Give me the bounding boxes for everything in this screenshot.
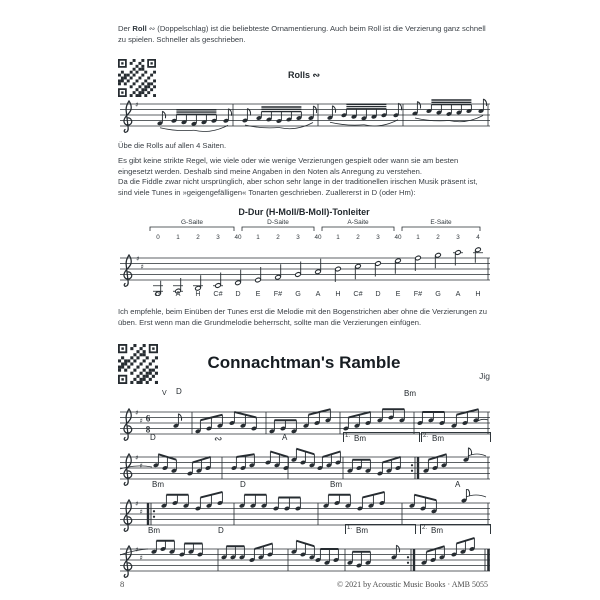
list-item: 2 — [356, 234, 360, 241]
tune-title: Connachtman's Ramble — [207, 353, 401, 372]
advice-paragraph: Ich empfehle, beim Einüben der Tunes erst die Melodie mit den Bogenstrichen aber ohne die Verzierungen zu üben. Erst wenn man die Grundmelodie beherrscht, sollte man die Verzierungen einfügen. — [118, 307, 487, 327]
list-item: H — [475, 289, 481, 298]
chord-label: Bm — [431, 526, 443, 535]
volta-number: 2. — [423, 433, 429, 439]
svg-text:♯: ♯ — [139, 462, 143, 470]
list-item: C# — [213, 289, 223, 298]
list-item: G — [155, 289, 161, 298]
upbow-mark: V — [162, 390, 167, 397]
list-item: G — [435, 289, 441, 298]
intro-rest: (Doppelschlag) ist die beliebteste Ornamentierung. Auch beim Roll ist die Verzierung ganz schnell zu spielen. Schneller als geschrieben. — [118, 24, 486, 44]
list-item: 4 — [476, 234, 480, 241]
list-item: 2 — [276, 234, 280, 241]
intro-paragraph — [118, 24, 490, 45]
svg-text:♯: ♯ — [136, 254, 140, 263]
list-item: A — [455, 289, 461, 298]
string-label-a: A-Saite — [344, 219, 371, 226]
list-item: 3 — [456, 234, 460, 241]
svg-text:♯: ♯ — [135, 100, 139, 109]
chord-label: Bm — [152, 480, 164, 489]
page-number: 8 — [120, 579, 125, 589]
list-item: G — [295, 289, 301, 298]
copyright-line: © 2021 by Acoustic Music Books · AMB 5055 — [337, 580, 488, 589]
list-item: H — [335, 289, 341, 298]
svg-text:♯: ♯ — [135, 545, 139, 554]
chord-label: A — [282, 433, 288, 442]
svg-text:♯: ♯ — [140, 263, 144, 271]
volta-1 — [345, 524, 416, 534]
volta-number: 2. — [422, 525, 428, 531]
chord-label: Bm — [432, 434, 444, 443]
string-label-g: G-Saite — [178, 219, 206, 226]
svg-text:♯: ♯ — [139, 417, 143, 425]
svg-text:♯: ♯ — [135, 499, 139, 508]
list-item: 1 — [256, 234, 260, 241]
svg-text:8: 8 — [145, 424, 151, 435]
list-item: F# — [413, 289, 423, 298]
chord-label: D — [240, 480, 246, 489]
string-label-d: D-Saite — [264, 219, 292, 226]
list-item: 40 — [234, 234, 242, 241]
rules-paragraph-2: Da die Fiddle zwar nicht ursprünglich, aber schon sehr lange in der traditionellen irischen Musik präsent ist, sind viele Tunes in »geigengefälligen« Tonarten geschrieben. Zuallererst in D (oder Hm): — [118, 177, 478, 197]
volta-number: 1. — [347, 525, 353, 531]
list-item: A — [175, 289, 181, 298]
list-item: F# — [273, 289, 283, 298]
svg-text:6: 6 — [145, 413, 151, 424]
volta-1 — [343, 432, 420, 442]
chord-label: Bm — [354, 434, 366, 443]
svg-text:♯: ♯ — [135, 408, 139, 417]
rules-paragraph-1: Es gibt keine strikte Regel, wie viele oder wie wenige Verzierungen gespielt oder wann sie am besten eingesetzt werden. Deshalb sind meine Angaben in den Noten als Anregung zu verstehen. — [118, 156, 459, 176]
chord-label: Bm — [356, 526, 368, 535]
chord-label: Bm — [148, 526, 160, 535]
tune-staff-2 — [118, 443, 490, 489]
volta-2 — [420, 524, 491, 534]
list-item: H — [195, 289, 201, 298]
turn-symbol-inline: ∾ — [146, 24, 158, 33]
rolls-heading: Rolls ∾ — [287, 70, 321, 80]
list-item: E — [255, 289, 261, 298]
list-item: A — [315, 289, 321, 298]
chord-label: Bm — [404, 389, 416, 398]
list-item: D — [235, 289, 241, 298]
note-names-row — [148, 289, 488, 298]
chord-label: D — [150, 433, 156, 442]
turn-ornament: ∾ — [214, 434, 223, 445]
list-item: D — [375, 289, 381, 298]
practice-note: Übe die Rolls auf allen 4 Saiten. — [118, 141, 227, 150]
volta-number: 1. — [345, 433, 351, 439]
string-label-e: E-Saite — [427, 219, 454, 226]
list-item: 1 — [336, 234, 340, 241]
tune-genre: Jig — [479, 371, 490, 381]
svg-text:♯: ♯ — [139, 508, 143, 516]
tune-staff-4 — [118, 535, 490, 581]
list-item: 0 — [156, 234, 160, 241]
chord-label: A — [455, 480, 461, 489]
list-item: 3 — [376, 234, 380, 241]
list-item: 1 — [176, 234, 180, 241]
chord-label: D — [218, 526, 224, 535]
roll-term: Roll — [132, 24, 147, 33]
list-item: C# — [353, 289, 363, 298]
list-item: 40 — [394, 234, 402, 241]
rolls-exercise-staff — [118, 96, 490, 140]
svg-text:♯: ♯ — [135, 453, 139, 462]
svg-text:♯: ♯ — [139, 554, 143, 562]
chord-label: Bm — [330, 480, 342, 489]
list-item: 3 — [296, 234, 300, 241]
list-item: 40 — [314, 234, 322, 241]
list-item: 3 — [216, 234, 220, 241]
list-item: 2 — [196, 234, 200, 241]
finger-numbers-row — [148, 234, 488, 241]
scale-heading: D-Dur (H-Moll/B-Moll)-Tonleiter — [238, 207, 370, 217]
list-item: E — [395, 289, 401, 298]
list-item: 1 — [416, 234, 420, 241]
volta-2 — [421, 432, 491, 442]
chord-label: D — [176, 387, 182, 396]
intro-pre: Der — [118, 24, 133, 33]
list-item: 2 — [436, 234, 440, 241]
